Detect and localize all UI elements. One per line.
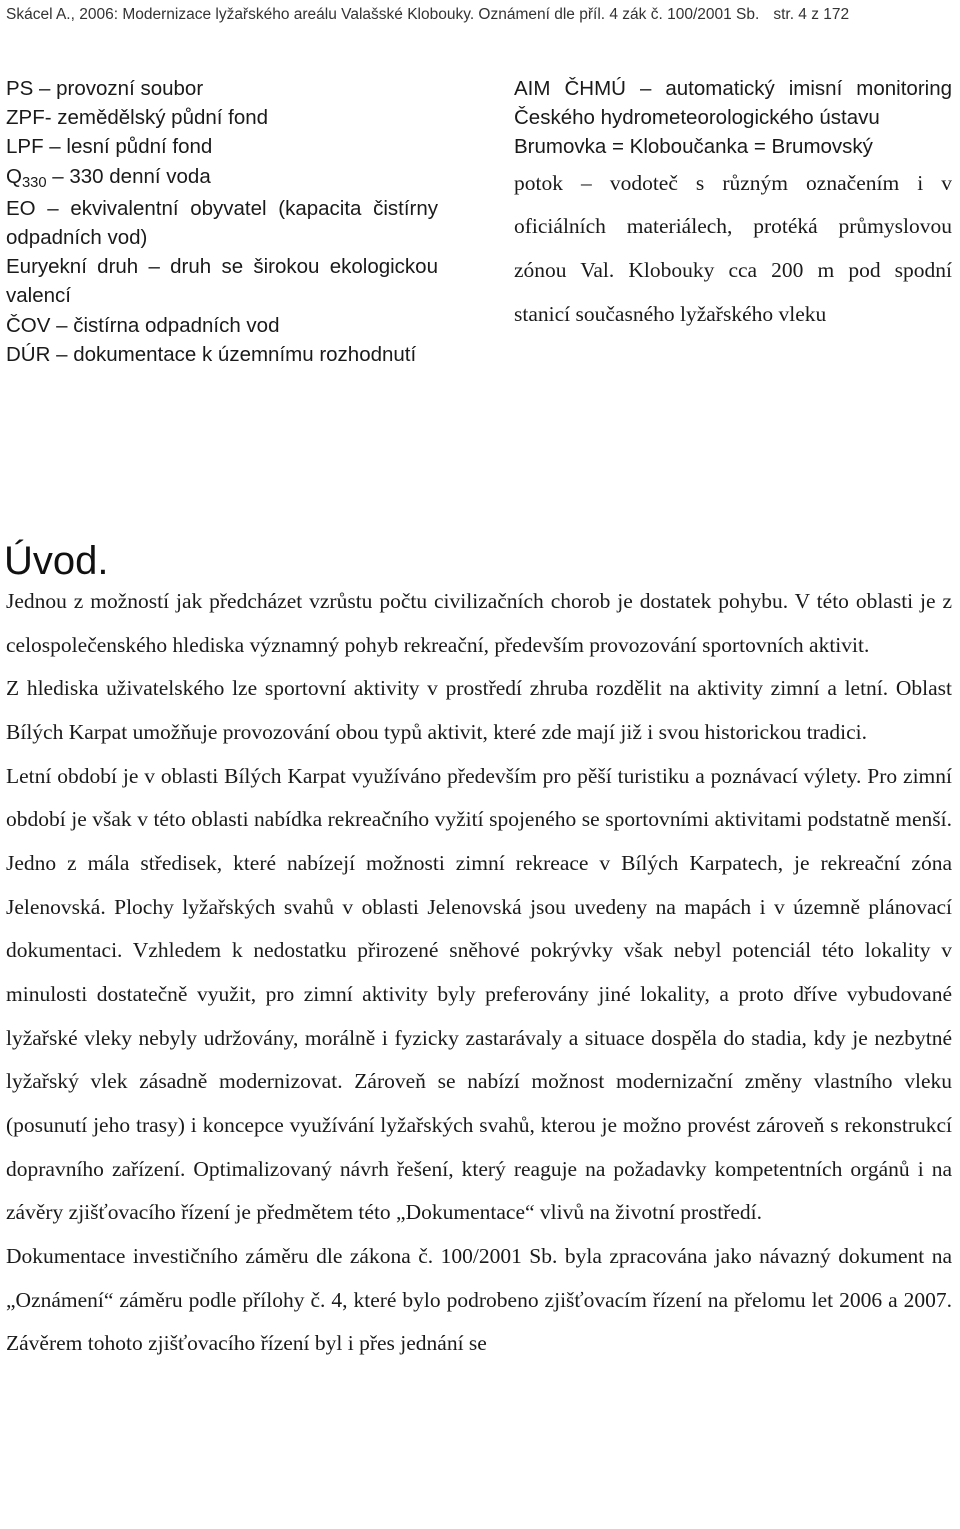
q330-text: – 330 denní voda (46, 164, 211, 188)
section-title: Úvod. (4, 539, 109, 583)
abbr-aim-chmu: AIM ČHMÚ – automatický imisní monitoring Českého hydrometeorologického ústavu (514, 77, 952, 130)
section-body (6, 580, 952, 1366)
q330-symbol: Q (6, 164, 22, 188)
paragraph: Dokumentace investičního záměru dle zákona č. 100/2001 Sb. byla zpracována jako návazný dokument na „Oznámení“ záměru podle přílohy č. 4, které bylo podrobeno zjišťovacím řízení na přelomu let 2006 a 2007. Závěrem tohoto zjišťovacího řízení byl i přes jednání se (6, 1243, 952, 1356)
abbr-ps: PS – provozní soubor (6, 77, 204, 100)
paragraph: Jednou z možností jak předcházet vzrůstu počtu civilizačních chorob je dostatek pohybu. V této oblasti je z celospolečenského hlediska významný pohyb rekreační, především provozování sportovních aktivit. (6, 589, 952, 657)
abbreviations-right-column (514, 74, 952, 336)
paragraph: Z hlediska uživatelského lze sportovní aktivity v prostředí zhruba rozdělit na aktivity zimní a letní. Oblast Bílých Karpat umožňuje provozování obou typů aktivit, které zde mají již i svou historickou tradici. (6, 676, 952, 744)
page-number: str. 4 z 172 (773, 6, 850, 23)
abbr-eo: EO – ekvivalentní obyvatel (kapacita čistírny odpadních vod) (6, 196, 438, 250)
abbr-lpf: LPF – lesní půdní fond (6, 135, 213, 159)
abbr-cov: ČOV – čistírna odpadních vod (6, 313, 280, 337)
abbreviations-left-column (6, 74, 438, 369)
abbr-brumovka-intro: Brumovka = Kloboučanka = Brumovský (514, 135, 873, 159)
abbr-zpf: ZPF- zemědělský půdní fond (6, 106, 269, 130)
header-citation: Skácel A., 2006: Modernizace lyžařského areálu Valašské Klobouky. Oznámení dle příl. 4 zák č. 100/2001 Sb. (6, 6, 760, 23)
paragraph: Letní období je v oblasti Bílých Karpat využíváno především pro pěší turistiku a poznávací výlety. Pro zimní období je však v této oblasti nabídka rekreačního vyžití spojeného se sportovními aktivitami podstatně menší. Jedno z mála středisek, které nabízejí možnosti zimní rekreace v Bílých Karpatech, je rekreační zóna Jelenovská. Plochy lyžařských svahů v oblasti Jelenovská jsou uvedeny na mapách i v územně plánovací dokumentaci. Vzhledem k nedostatku přirozené sněhové pokrývky však nebyl potenciál této lokality v minulosti dostatečně využit, pro zimní aktivity byly preferovány jiné lokality, a proto dříve vybudované lyžařské vleky nebyly udržovány, morálně i fyzicky zastarávaly a situace dospěla do stadia, kdy je nezbytné lyžařský vlek zásadně modernizovat. Zároveň se nabízí možnost modernizační změny vlastního vleku (posunutí jeho trasy) i koncepce využívání lyžařských svahů, kterou je možno provést zároveň s rekonstrukcí dopravního zařízení. Optimalizovaný návrh řešení, který reaguje na požadavky kompetentních orgánů i na závěry zjišťovacího řízení je předmětem této „Dokumentace“ vlivů na životní prostředí. (6, 763, 952, 1225)
page-header (6, 6, 954, 24)
abbr-dur: DÚR – dokumentace k územnímu rozhodnutí (6, 342, 417, 366)
abbr-q330 (6, 162, 438, 194)
abbr-brumovka-cont: potok – vodoteč s různým označením i v oficiálních materiálech, protéká průmyslovou zónou Val. Klobouky cca 200 m pod spodní stanicí současného lyžařského vleku (514, 170, 952, 326)
abbr-euryekni: Euryekní druh – druh se širokou ekologickou valencí (6, 255, 438, 308)
q330-subscript: 330 (21, 175, 47, 192)
